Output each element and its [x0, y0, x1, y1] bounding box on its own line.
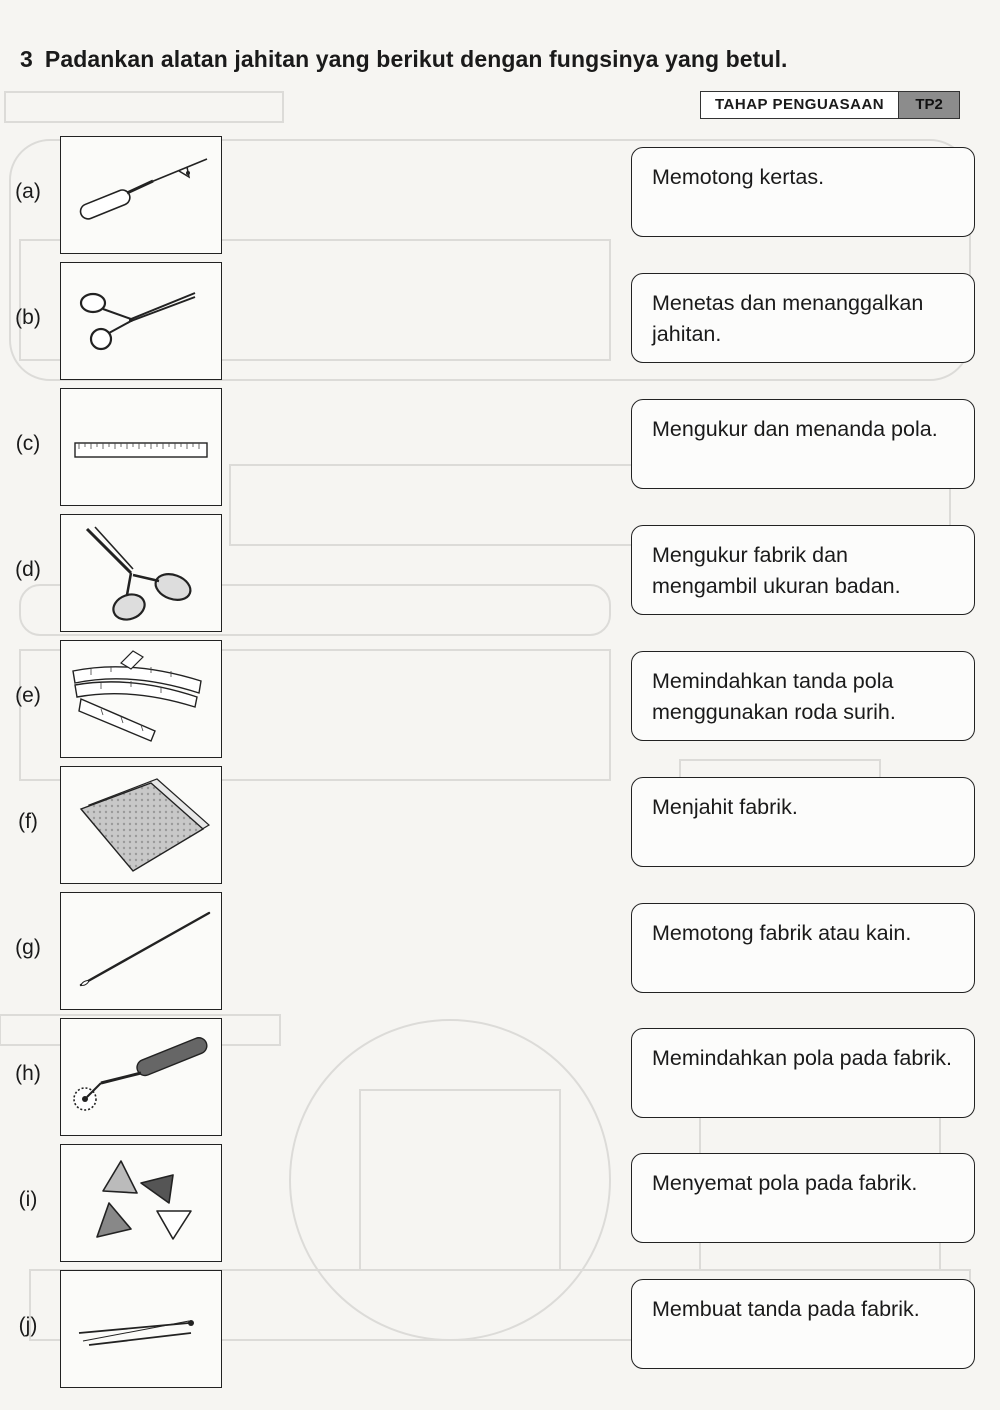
- tool-label-h: (h): [15, 1062, 41, 1085]
- tool-image-d[interactable]: [60, 514, 222, 632]
- function-box-8[interactable]: Memindahkan pola pada fabrik.: [631, 1028, 975, 1118]
- tool-image-f[interactable]: [60, 766, 222, 884]
- tool-image-c[interactable]: [60, 388, 222, 506]
- scissors-icon: [61, 263, 221, 379]
- function-box-7[interactable]: Memotong fabrik atau kain.: [631, 903, 975, 993]
- function-box-4[interactable]: Mengukur fabrik dan mengambil ukuran badan.: [631, 525, 975, 615]
- tool-image-g[interactable]: [60, 892, 222, 1010]
- tool-image-j[interactable]: [60, 1270, 222, 1388]
- fabric-shears-icon: [61, 515, 221, 631]
- tool-label-a: (a): [15, 180, 41, 203]
- tool-label-d: (d): [15, 558, 41, 581]
- function-box-9[interactable]: Menyemat pola pada fabrik.: [631, 1153, 975, 1243]
- function-box-2[interactable]: Menetas dan menanggalkan jahitan.: [631, 273, 975, 363]
- ruler-icon: [61, 389, 221, 505]
- tool-label-b: (b): [15, 306, 41, 329]
- seam-ripper-icon: [61, 137, 221, 253]
- tailors-chalk-icon: [61, 1145, 221, 1261]
- tool-label-e: (e): [15, 684, 41, 707]
- tool-image-h[interactable]: [60, 1018, 222, 1136]
- carbon-paper-icon: [61, 767, 221, 883]
- mastery-level-badge: [700, 91, 960, 119]
- function-box-3[interactable]: Mengukur dan menanda pola.: [631, 399, 975, 489]
- mastery-level-label: TAHAP PENGUASAAN: [701, 92, 898, 118]
- question-title: [20, 46, 788, 73]
- mastery-level-value: TP2: [898, 92, 959, 118]
- tool-image-i[interactable]: [60, 1144, 222, 1262]
- question-number: 3: [20, 46, 33, 72]
- tool-label-g: (g): [15, 936, 41, 959]
- pins-icon: [61, 1271, 221, 1387]
- tracing-wheel-icon: [61, 1019, 221, 1135]
- tool-label-j: (j): [18, 1314, 38, 1337]
- function-box-10[interactable]: Membuat tanda pada fabrik.: [631, 1279, 975, 1369]
- tool-label-c: (c): [15, 432, 41, 455]
- question-instruction: Padankan alatan jahitan yang berikut dengan fungsinya yang betul.: [44, 46, 788, 72]
- function-box-1[interactable]: Memotong kertas.: [631, 147, 975, 237]
- tool-image-a[interactable]: [60, 136, 222, 254]
- tool-label-i: (i): [18, 1188, 38, 1211]
- measuring-tape-icon: [61, 641, 221, 757]
- needle-icon: [61, 893, 221, 1009]
- function-box-6[interactable]: Menjahit fabrik.: [631, 777, 975, 867]
- tool-image-b[interactable]: [60, 262, 222, 380]
- tool-label-f: (f): [18, 810, 38, 833]
- tool-image-e[interactable]: [60, 640, 222, 758]
- function-box-5[interactable]: Memindahkan tanda pola menggunakan roda surih.: [631, 651, 975, 741]
